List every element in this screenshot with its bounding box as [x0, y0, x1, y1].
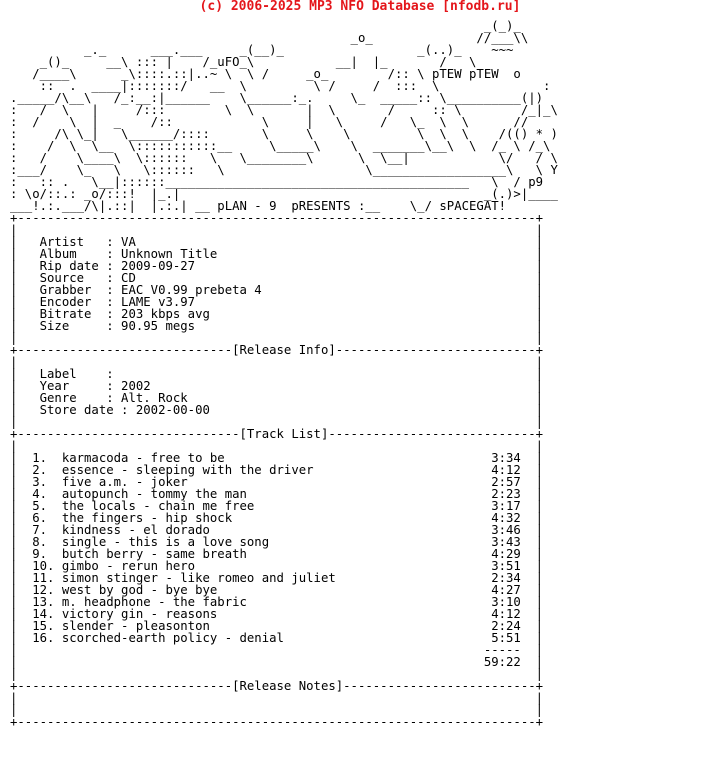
site-header: (c) 2006-2025 MP3 NFO Database [nfodb.ru]	[199, 0, 521, 14]
nfo-text: _(_)_ _o_ //___\\ _._ ___.___ _(__)_ _(..)_ ~~~ _()_ __\ ::: | /_uFO_\ __| |_ / \ /____\ _\::::.::|..~ \ \ / _o_ /:: \ pTEW pTEW o :: . ____|:::::::/ __ \ \ / / ::: \ : ._____/\__\ /_:__:|______ \______:_. \_ _____:: \__________(|) : / \ | /::: \ \ | \ / :: \ /_|_\ : / \ | _ /:: \ | \ / \_ \ \ // : /\ \_| \______/:::: \ \ \ \ \ \ /(() * ) : / \ \__ \:::::::::::__ \_____\ \ _______\__\ \ /_ \ /_\ : / \____\ \:::::: \ \________\ \ \__| \/ / \ :___/ \_ \ \:::::: \ \__________________\ \ Y : :: . \__|::::::_________________________________________ \ / p9 : \o/::.: _o/:::! |_.| _(.)>|____ ___!.:.___/\|.::| |.:.| __ pLAN - 9 pRESENTS :__ \_/ sPACEGAT! +----------------------------------------------------------------------+ | | | Artist : VA | | Album : Unknown Title | | Rip date : 2009-09-27 | | Source : CD | | Grabber : EAC V0.99 prebeta 4 | | Encoder : LAME v3.97 | | Bitrate : 203 kbps avg | | Size : 90.95 megs | | | +-----------------------------[Release Info]---------------------------+ | | | Label : | | Year : 2002 | | Genre : Alt. Rock | | Store date : 2002-00-00 | | | +------------------------------[Track List]----------------------------+ | | | 1. karmacoda - free to be 3:34 | | 2. essence - sleeping with the driver 4:12 | | 3. five a.m. - joker 2:57 | | 4. autopunch - tommy the man 2:23 | | 5. the locals - chain me free 3:17 | | 6. the fingers - hip shock 4:32 | | 7. kindness - el dorado 3:46 | | 8. single - this is a love song 3:43 | | 9. butch berry - same breath 4:29 | | 10. gimbo - rerun hero 3:51 | | 11. simon stinger - like romeo and juliet 2:34 | | 12. west by god - bye bye 4:27 | | 13. m. headphone - the fabric 3:10 | | 14. victory gin - reasons 4:12 | | 15. slender - pleasonton 2:24 | | 16. scorched-earth policy - denial 5:51 | | ----- | | 59:22 | | | +-----------------------------[Release Notes]--------------------------+ | | | | +----------------------------------------------------------------------+	[10, 19, 558, 729]
